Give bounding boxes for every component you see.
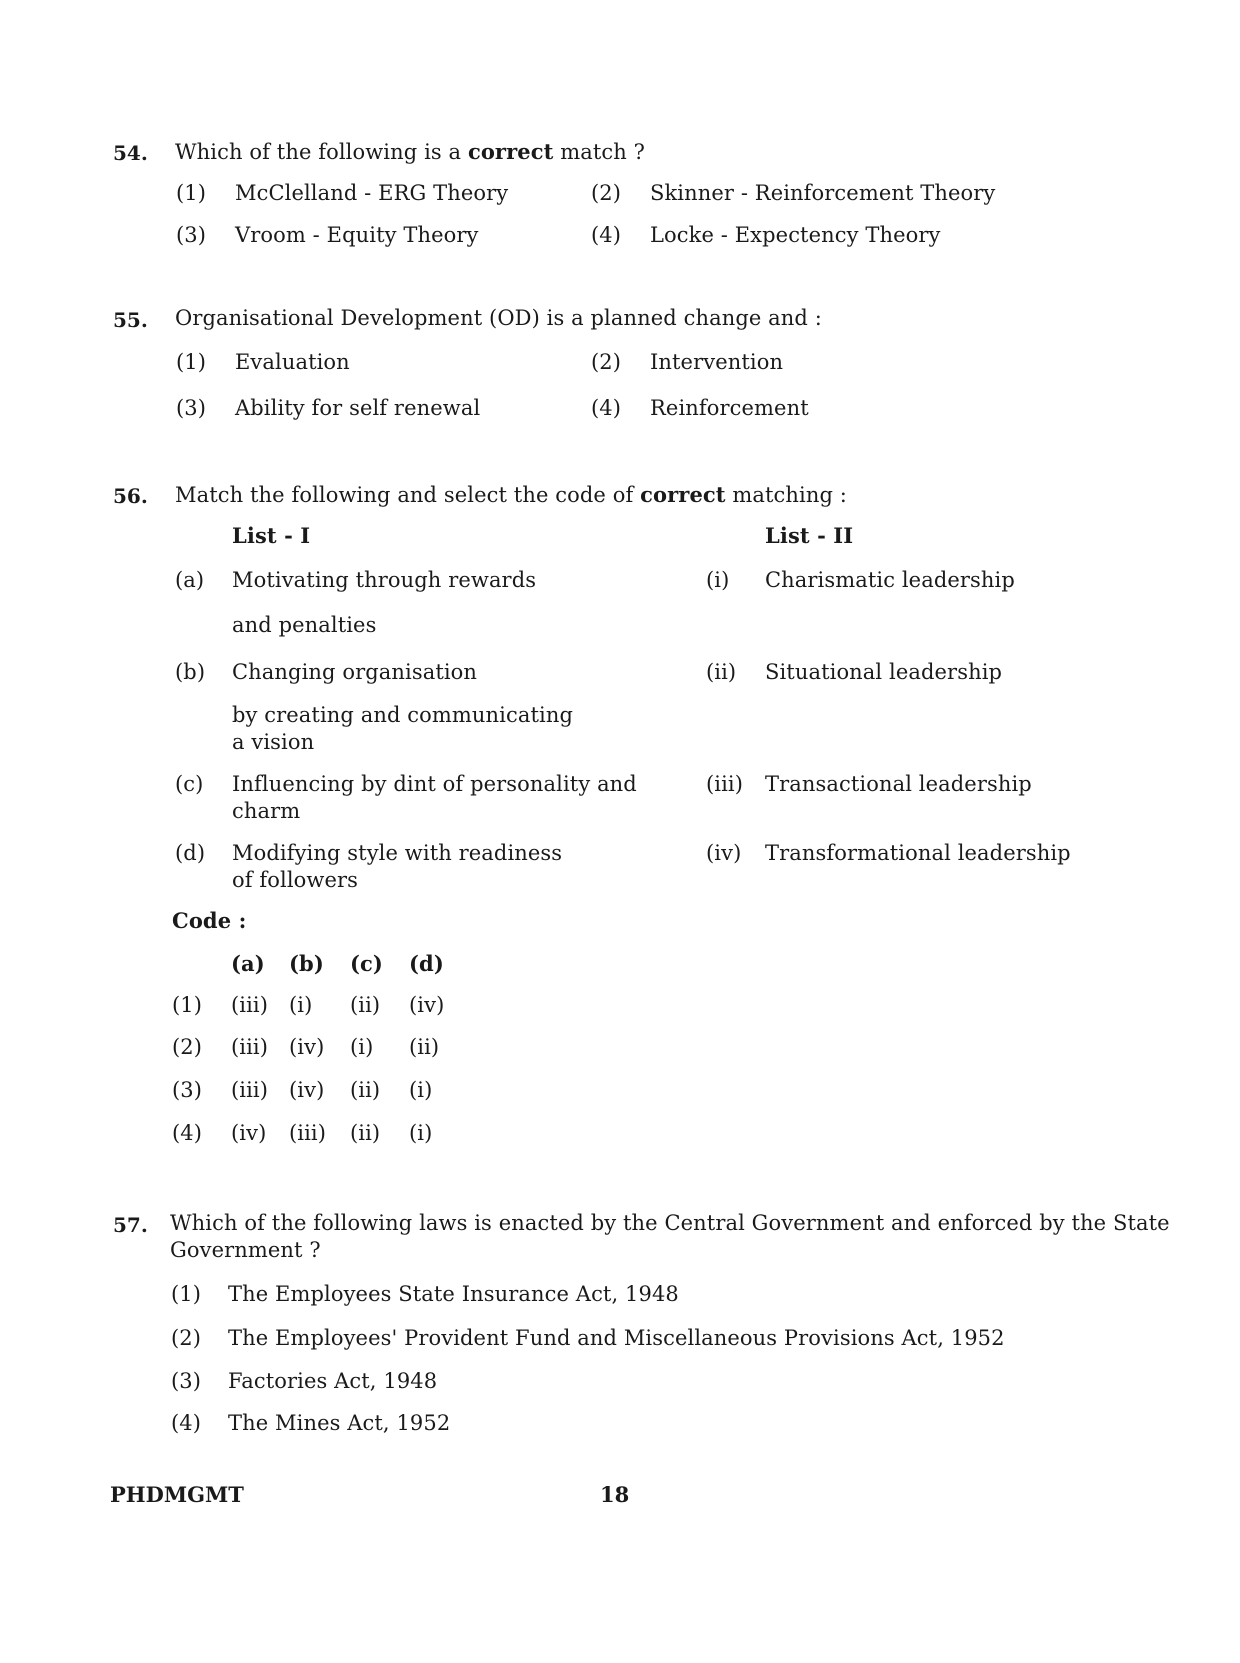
code-cell: (iii)	[231, 993, 269, 1017]
code-row-number: (2)	[172, 1035, 203, 1059]
list-1-text: charm	[232, 799, 301, 823]
option-text: McClelland - ERG Theory	[235, 181, 509, 205]
list-1-key: (a)	[175, 568, 205, 592]
option-number: (3)	[176, 396, 207, 420]
question-number: 56.	[113, 484, 148, 508]
option-text: Vroom - Equity Theory	[235, 223, 479, 247]
list-1-text: a vision	[232, 730, 315, 754]
option-text: Intervention	[650, 350, 784, 374]
list-1-text: of followers	[232, 868, 359, 892]
list-1-text: and penalties	[232, 613, 377, 637]
option-text: Reinforcement	[650, 396, 809, 420]
code-cell: (iii)	[289, 1121, 327, 1145]
code-cell: (iv)	[231, 1121, 267, 1145]
option-text: The Mines Act, 1952	[228, 1411, 451, 1435]
option-number: (3)	[171, 1369, 202, 1393]
option-number: (2)	[171, 1326, 202, 1350]
code-cell: (ii)	[350, 1121, 381, 1145]
paper-code: PHDMGMT	[110, 1482, 244, 1507]
list-2-text: Charismatic leadership	[765, 568, 1015, 592]
list-1-text: Changing organisation	[232, 660, 478, 684]
option-text: The Employees' Provident Fund and Miscellaneous Provisions Act, 1952	[228, 1326, 1005, 1350]
code-cell: (ii)	[409, 1035, 440, 1059]
option-text: Ability for self renewal	[235, 396, 481, 420]
option-number: (1)	[171, 1282, 202, 1306]
question-number: 54.	[113, 141, 148, 165]
question-text: Government ?	[170, 1238, 321, 1262]
code-row-number: (3)	[172, 1078, 203, 1102]
option-number: (1)	[176, 350, 207, 374]
option-number: (4)	[591, 396, 622, 420]
option-text: The Employees State Insurance Act, 1948	[228, 1282, 679, 1306]
option-number: (4)	[171, 1411, 202, 1435]
code-row-number: (1)	[172, 993, 203, 1017]
code-cell: (iii)	[231, 1035, 269, 1059]
code-row-number: (4)	[172, 1121, 203, 1145]
code-cell: (iv)	[409, 993, 445, 1017]
code-cell: (iv)	[289, 1078, 325, 1102]
list-1-text: Motivating through rewards	[232, 568, 537, 592]
option-text: Locke - Expectency Theory	[650, 223, 941, 247]
code-cell: (iv)	[289, 1035, 325, 1059]
code-cell: (i)	[350, 1035, 374, 1059]
code-cell: (i)	[409, 1121, 433, 1145]
list-2-key: (iv)	[706, 841, 742, 865]
code-cell: (ii)	[350, 993, 381, 1017]
option-number: (2)	[591, 181, 622, 205]
list-1-text: by creating and communicating	[232, 703, 573, 727]
list-1-key: (b)	[175, 660, 206, 684]
option-text: Factories Act, 1948	[228, 1369, 438, 1393]
list-1-key: (c)	[175, 772, 204, 796]
list-2-key: (i)	[706, 568, 730, 592]
question-number: 57.	[113, 1213, 148, 1237]
code-header: (d)	[409, 951, 444, 976]
list-2-key: (iii)	[706, 772, 744, 796]
code-cell: (ii)	[350, 1078, 381, 1102]
code-header: (b)	[289, 951, 324, 976]
code-header: (a)	[231, 951, 265, 976]
list-2-text: Transformational leadership	[765, 841, 1071, 865]
code-label: Code :	[172, 908, 247, 933]
page-number: 18	[600, 1482, 630, 1507]
option-number: (2)	[591, 350, 622, 374]
code-cell: (iii)	[231, 1078, 269, 1102]
question-text: Organisational Development (OD) is a planned change and :	[175, 306, 822, 330]
code-cell: (i)	[289, 993, 313, 1017]
option-number: (3)	[176, 223, 207, 247]
option-text: Skinner - Reinforcement Theory	[650, 181, 996, 205]
list-1-text: Influencing by dint of personality and	[232, 772, 637, 796]
list-1-header: List - I	[232, 523, 311, 548]
list-1-text: Modifying style with readiness	[232, 841, 563, 865]
list-2-text: Transactional leadership	[765, 772, 1032, 796]
option-number: (4)	[591, 223, 622, 247]
question-text: Which of the following laws is enacted by the Central Government and enforced by the State	[170, 1211, 1170, 1235]
option-number: (1)	[176, 181, 207, 205]
list-2-key: (ii)	[706, 660, 737, 684]
list-2-header: List - II	[765, 523, 854, 548]
option-text: Evaluation	[235, 350, 350, 374]
list-1-key: (d)	[175, 841, 206, 865]
code-cell: (i)	[409, 1078, 433, 1102]
question-text: Match the following and select the code of correct matching :	[175, 482, 847, 507]
code-header: (c)	[350, 951, 383, 976]
question-number: 55.	[113, 308, 148, 332]
question-text: Which of the following is a correct match ?	[175, 139, 645, 164]
list-2-text: Situational leadership	[765, 660, 1003, 684]
